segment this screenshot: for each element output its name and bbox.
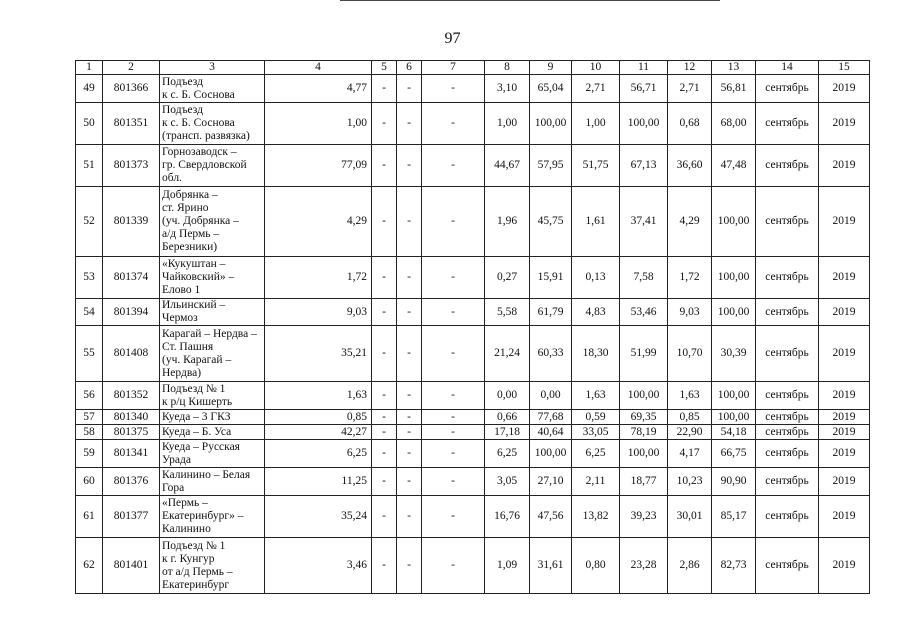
table-cell: Карагай – Нердва – Ст. Пашня (уч. Карагай – Нердва) (160, 326, 265, 382)
table-cell: - (397, 257, 422, 299)
table-cell: - (422, 187, 485, 257)
table-row (76, 538, 870, 594)
table-cell: 0,59 (572, 410, 620, 425)
table-cell: Подъезд № 1 к р/ц Кишерть (160, 382, 265, 410)
table-cell: 801373 (103, 145, 160, 187)
table-cell: 59 (76, 440, 103, 468)
table-cell: 6,25 (265, 440, 372, 468)
table-cell: - (397, 299, 422, 326)
table-cell: сентябрь (756, 326, 819, 382)
table-cell: 78,19 (620, 425, 668, 440)
column-header: 5 (372, 61, 397, 75)
table-row (76, 299, 870, 326)
table-cell: 4,17 (668, 440, 712, 468)
table-cell: 60 (76, 468, 103, 496)
table-cell: 0,00 (485, 382, 530, 410)
table-cell: - (372, 103, 397, 145)
table-cell: Калинино – Белая Гора (160, 468, 265, 496)
table-cell: 58 (76, 425, 103, 440)
table-cell: - (372, 145, 397, 187)
table-cell: 51 (76, 145, 103, 187)
table-cell: 0,85 (265, 410, 372, 425)
table-cell: 1,00 (485, 103, 530, 145)
table-cell: - (397, 440, 422, 468)
table-cell: 1,00 (572, 103, 620, 145)
table-row (76, 75, 870, 103)
table-cell: 11,25 (265, 468, 372, 496)
table-cell: - (422, 468, 485, 496)
table-cell: - (397, 468, 422, 496)
table-cell: 6,25 (485, 440, 530, 468)
table-cell: Горнозаводск – гр. Свердловской обл. (160, 145, 265, 187)
table-row (76, 496, 870, 538)
column-header: 15 (819, 61, 870, 75)
table-cell: 5,58 (485, 299, 530, 326)
table-cell: 51,75 (572, 145, 620, 187)
table-cell: 37,41 (620, 187, 668, 257)
table-cell: 2,71 (668, 75, 712, 103)
table-cell: 18,77 (620, 468, 668, 496)
table-cell: 0,85 (668, 410, 712, 425)
table-cell: 1,72 (668, 257, 712, 299)
table-cell: 801408 (103, 326, 160, 382)
table-cell: 54,18 (712, 425, 756, 440)
table-cell: 2019 (819, 75, 870, 103)
column-header: 2 (103, 61, 160, 75)
table-cell: сентябрь (756, 187, 819, 257)
table-row (76, 257, 870, 299)
table-cell: - (422, 410, 485, 425)
table-cell: 31,61 (530, 538, 572, 594)
table-cell: - (372, 326, 397, 382)
table-cell: - (397, 496, 422, 538)
column-header: 7 (422, 61, 485, 75)
table-cell: 0,00 (530, 382, 572, 410)
table-cell: 100,00 (620, 103, 668, 145)
table-cell: 50 (76, 103, 103, 145)
table-cell: 100,00 (620, 382, 668, 410)
column-header: 14 (756, 61, 819, 75)
table-cell: сентябрь (756, 145, 819, 187)
table-cell: - (422, 425, 485, 440)
table-row (76, 425, 870, 440)
table-cell: 2019 (819, 538, 870, 594)
table-cell: 21,24 (485, 326, 530, 382)
table-header-row (76, 61, 870, 75)
table-cell: «Кукуштан – Чайковский» – Елово 1 (160, 257, 265, 299)
table-cell: 4,29 (265, 187, 372, 257)
table-cell: Ильинский – Чермоз (160, 299, 265, 326)
table-cell: Куеда – Русская Урада (160, 440, 265, 468)
table-cell: 0,13 (572, 257, 620, 299)
table-cell: - (372, 425, 397, 440)
column-header: 10 (572, 61, 620, 75)
table-cell: 16,76 (485, 496, 530, 538)
table-cell: 66,75 (712, 440, 756, 468)
table-cell: - (372, 382, 397, 410)
table-cell: 90,90 (712, 468, 756, 496)
page-top-rule (340, 0, 720, 1)
table-cell: - (372, 75, 397, 103)
table-cell: 30,39 (712, 326, 756, 382)
table-cell: 54 (76, 299, 103, 326)
table-cell: - (372, 410, 397, 425)
table-cell: 4,83 (572, 299, 620, 326)
table-cell: сентябрь (756, 538, 819, 594)
table-cell: 1,63 (668, 382, 712, 410)
table-cell: 51,99 (620, 326, 668, 382)
table-cell: 61,79 (530, 299, 572, 326)
table-cell: 100,00 (712, 382, 756, 410)
column-header: 12 (668, 61, 712, 75)
table-cell: 47,56 (530, 496, 572, 538)
table-cell: - (372, 299, 397, 326)
table-cell: 23,28 (620, 538, 668, 594)
table-cell: 65,04 (530, 75, 572, 103)
table-cell: 55 (76, 326, 103, 382)
table-cell: 53 (76, 257, 103, 299)
table-cell: 9,03 (265, 299, 372, 326)
table-cell: - (397, 145, 422, 187)
table-cell: 35,21 (265, 326, 372, 382)
table-cell: 3,05 (485, 468, 530, 496)
table-cell: 2019 (819, 326, 870, 382)
table-cell: 3,10 (485, 75, 530, 103)
table-cell: 801401 (103, 538, 160, 594)
table-cell: 49 (76, 75, 103, 103)
table-cell: 801366 (103, 75, 160, 103)
table-cell: 68,00 (712, 103, 756, 145)
table-cell: 52 (76, 187, 103, 257)
table-cell: 17,18 (485, 425, 530, 440)
table-cell: 10,70 (668, 326, 712, 382)
table-cell: 69,35 (620, 410, 668, 425)
table-row (76, 326, 870, 382)
table-cell: - (422, 257, 485, 299)
table-cell: 10,23 (668, 468, 712, 496)
table-cell: - (422, 145, 485, 187)
table-cell: 801341 (103, 440, 160, 468)
data-table (75, 60, 870, 594)
table-cell: 100,00 (530, 103, 572, 145)
table-cell: 4,77 (265, 75, 372, 103)
table-cell: 3,46 (265, 538, 372, 594)
table-cell: - (372, 468, 397, 496)
table-cell: 2019 (819, 440, 870, 468)
table-cell: 1,09 (485, 538, 530, 594)
table-cell: сентябрь (756, 75, 819, 103)
table-cell: 36,60 (668, 145, 712, 187)
table-cell: 2019 (819, 468, 870, 496)
table-cell: 57,95 (530, 145, 572, 187)
table-cell: - (422, 299, 485, 326)
table-cell: 82,73 (712, 538, 756, 594)
table-row (76, 440, 870, 468)
table-cell: 35,24 (265, 496, 372, 538)
table-cell: 100,00 (712, 299, 756, 326)
column-header: 1 (76, 61, 103, 75)
table-cell: - (422, 496, 485, 538)
column-header: 8 (485, 61, 530, 75)
table-cell: 1,63 (265, 382, 372, 410)
table-cell: 67,13 (620, 145, 668, 187)
table-cell: сентябрь (756, 496, 819, 538)
table-cell: 801340 (103, 410, 160, 425)
column-header: 9 (530, 61, 572, 75)
table-cell: 22,90 (668, 425, 712, 440)
table-cell: 801374 (103, 257, 160, 299)
table-cell: сентябрь (756, 410, 819, 425)
table-cell: 0,80 (572, 538, 620, 594)
table-cell: - (422, 538, 485, 594)
table-cell: Куеда – Б. Уса (160, 425, 265, 440)
table-cell: 56,81 (712, 75, 756, 103)
table-cell: 2,11 (572, 468, 620, 496)
table-cell: Подъезд к с. Б. Соснова (трансп. развязка) (160, 103, 265, 145)
table-cell: 47,48 (712, 145, 756, 187)
table-cell: 0,66 (485, 410, 530, 425)
table-cell: Подъезд к с. Б. Соснова (160, 75, 265, 103)
table-cell: 1,00 (265, 103, 372, 145)
table-cell: 30,01 (668, 496, 712, 538)
table-cell: 39,23 (620, 496, 668, 538)
table-cell: - (422, 382, 485, 410)
table-cell: 56 (76, 382, 103, 410)
table-cell: 2019 (819, 103, 870, 145)
table-cell: 801339 (103, 187, 160, 257)
table-cell: 57 (76, 410, 103, 425)
column-header: 6 (397, 61, 422, 75)
table-cell: 56,71 (620, 75, 668, 103)
table-cell: сентябрь (756, 257, 819, 299)
table-cell: сентябрь (756, 299, 819, 326)
table-cell: Подъезд № 1 к г. Кунгур от а/д Пермь – Екатеринбург (160, 538, 265, 594)
table-cell: 2019 (819, 382, 870, 410)
table-cell: 61 (76, 496, 103, 538)
table-cell: 62 (76, 538, 103, 594)
table-cell: 2,86 (668, 538, 712, 594)
table-row (76, 187, 870, 257)
table-cell: 2019 (819, 496, 870, 538)
table-cell: - (397, 187, 422, 257)
table-cell: «Пермь – Екатеринбург» – Калинино (160, 496, 265, 538)
table-cell: 7,58 (620, 257, 668, 299)
table-cell: 77,09 (265, 145, 372, 187)
table-cell: 1,96 (485, 187, 530, 257)
table-cell: - (422, 326, 485, 382)
table-cell: сентябрь (756, 382, 819, 410)
table-cell: сентябрь (756, 440, 819, 468)
table-cell: 0,27 (485, 257, 530, 299)
page-number: 97 (444, 30, 461, 47)
column-header: 3 (160, 61, 265, 75)
table-cell: 100,00 (620, 440, 668, 468)
table-row (76, 103, 870, 145)
table-cell: 60,33 (530, 326, 572, 382)
table-cell: Добрянка – ст. Ярино (уч. Добрянка – а/д Пермь – Березники) (160, 187, 265, 257)
column-header: 11 (620, 61, 668, 75)
table-cell: - (372, 440, 397, 468)
table-cell: - (372, 257, 397, 299)
table-cell: 9,03 (668, 299, 712, 326)
table-cell: 801375 (103, 425, 160, 440)
table-cell: 13,82 (572, 496, 620, 538)
table-cell: 53,46 (620, 299, 668, 326)
table-cell: 42,27 (265, 425, 372, 440)
table-cell: 2019 (819, 145, 870, 187)
table-cell: 40,64 (530, 425, 572, 440)
table-cell: 100,00 (712, 410, 756, 425)
table-cell: 0,68 (668, 103, 712, 145)
table-cell: 45,75 (530, 187, 572, 257)
table-cell: 27,10 (530, 468, 572, 496)
table-cell: 6,25 (572, 440, 620, 468)
table-cell: - (422, 440, 485, 468)
table-cell: 801377 (103, 496, 160, 538)
table-cell: - (397, 103, 422, 145)
table-cell: сентябрь (756, 425, 819, 440)
column-header: 13 (712, 61, 756, 75)
table-cell: - (397, 425, 422, 440)
table-cell: - (397, 538, 422, 594)
table-cell: 801351 (103, 103, 160, 145)
table-cell: 1,72 (265, 257, 372, 299)
table-row (76, 468, 870, 496)
table-cell: - (372, 496, 397, 538)
table-cell: 18,30 (572, 326, 620, 382)
table-body (76, 75, 870, 594)
table-row (76, 410, 870, 425)
table-cell: 77,68 (530, 410, 572, 425)
table-cell: 44,67 (485, 145, 530, 187)
table-cell: - (372, 538, 397, 594)
table-cell: - (397, 326, 422, 382)
table-cell: - (422, 103, 485, 145)
table-cell: - (397, 75, 422, 103)
table-cell: Куеда – 3 ГКЗ (160, 410, 265, 425)
table-cell: 33,05 (572, 425, 620, 440)
table-cell: 100,00 (712, 257, 756, 299)
column-header: 4 (265, 61, 372, 75)
table-cell: 2019 (819, 257, 870, 299)
table-cell: 801352 (103, 382, 160, 410)
table-cell: 2019 (819, 299, 870, 326)
table-cell: 2019 (819, 187, 870, 257)
table-cell: 801394 (103, 299, 160, 326)
table-cell: 85,17 (712, 496, 756, 538)
table-cell: - (422, 75, 485, 103)
table-cell: 2019 (819, 410, 870, 425)
table-cell: - (397, 382, 422, 410)
table-row (76, 382, 870, 410)
table-cell: 2019 (819, 425, 870, 440)
table-cell: 1,61 (572, 187, 620, 257)
table-cell: 100,00 (530, 440, 572, 468)
table-cell: - (372, 187, 397, 257)
table-cell: 1,63 (572, 382, 620, 410)
table-cell: 2,71 (572, 75, 620, 103)
table-cell: сентябрь (756, 468, 819, 496)
table-cell: 4,29 (668, 187, 712, 257)
table-cell: 801376 (103, 468, 160, 496)
table-row (76, 145, 870, 187)
table-cell: 100,00 (712, 187, 756, 257)
table-cell: сентябрь (756, 103, 819, 145)
table-cell: - (397, 410, 422, 425)
table-cell: 15,91 (530, 257, 572, 299)
